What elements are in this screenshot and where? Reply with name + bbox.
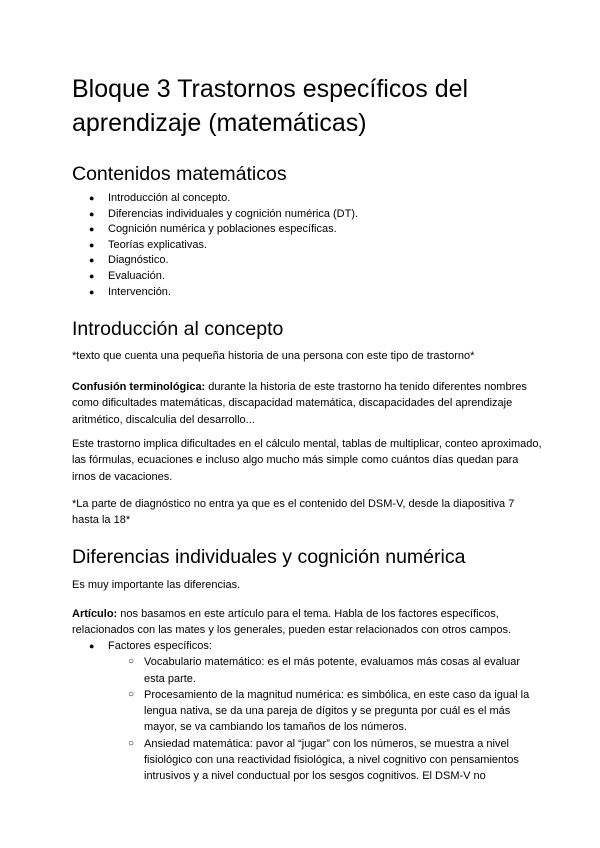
terminology-label: Confusión terminológica: (72, 381, 206, 393)
bullet-icon: ● (89, 193, 95, 203)
article-text: nos basamos en este artículo para el tema. Habla de los factores específicos, relacionados con las mates y los generales, pueden estar relacionados con otros campos. (72, 608, 512, 637)
differences-intro: Es muy importante las diferencias. (72, 579, 241, 591)
list-item: ● Introducción al concepto. (72, 191, 358, 207)
article-paragraph (72, 606, 542, 639)
list-item: ● Teorías explicativas. (72, 238, 358, 254)
article-label: Artículo: (72, 608, 118, 620)
page-title: Bloque 3 Trastornos específicos del aprendizaje (matemáticas) (72, 75, 469, 137)
intro-paragraph: Este trastorno implica dificultades en el cálculo mental, tablas de multiplicar, conteo aproximado, las fórmulas, ecuaciones e incluso algo mucho más simple como cuántos días quedan para irnos de vacaciones. (72, 438, 542, 483)
circle-bullet-icon: ○ (128, 737, 135, 749)
contents-list (72, 191, 358, 300)
bullet-icon: ● (89, 286, 95, 297)
contents-heading: Contenidos matemáticos (72, 163, 287, 185)
terminology-text: durante la historia de este trastorno ha tenido diferentes nombres como dificultades matemáticas, discapacidad matemática, discapacidades del aprendizaje aritmético, discalculia del desarrollo... (72, 381, 527, 426)
differences-heading: Diferencias individuales y cognición numérica (72, 546, 466, 568)
intro-note: *texto que cuenta una pequeña historia de una persona con este tipo de trastorno* (72, 350, 475, 362)
bullet-icon: ● (89, 239, 95, 250)
sub-list (108, 654, 542, 784)
sub-list-item: ○ Procesamiento de la magnitud numérica: es simbólica, en este caso da igual la lengua nativa, se da una pareja de dígitos y se pregunta por cuál es el más mayor, se va cambiando los tamaños de los números. (128, 688, 530, 734)
sub-list-item: ○ Ansiedad matemática: pavor al “jugar” con los números, se muestra a nivel fisiológico con una reactividad fisiológica, a nivel cognitivo con pensamientos intrusivos y a nivel conductual por los sesgos cognitivos. El DSM-V no (128, 737, 519, 783)
circle-bullet-icon: ○ (128, 688, 135, 700)
list-item: ● Factores específicos: ○ Vocabulario matemático: es el más potente, evaluamos más cosas al evaluar esta parte. ○ Procesamiento de la magnitud numérica: es simbólica, en este caso da igual la lengua nativa, se da una pareja de dígitos y se pregunta por cuál es el más mayor, se va cambiando los tamaños de los números. ○ Ansiedad matemática: pavor al “jugar” con los números, se muestra a nivel fisiológico con una reactividad fisiológica, a nivel cognitivo con pensamientos intrusivos y a nivel conductual por los sesgos cognitivos. El DSM-V no (72, 638, 542, 785)
bullet-icon: ● (89, 641, 95, 651)
list-item: ● Intervención. (72, 285, 358, 301)
sub-list-item: ○ Vocabulario matemático: es el más potente, evaluamos más cosas al evaluar esta parte. (128, 656, 521, 685)
intro-heading: Introducción al concepto (72, 318, 284, 340)
bullet-icon: ● (89, 224, 95, 235)
bullet-icon: ● (89, 255, 95, 266)
list-item: ● Cognición numérica y poblaciones específicas. (72, 222, 358, 238)
bullet-icon: ● (89, 270, 95, 281)
list-item: ● Diagnóstico. (72, 253, 358, 269)
circle-bullet-icon: ○ (128, 656, 135, 668)
list-item: ● Evaluación. (72, 269, 358, 285)
diagnosis-footnote: *La parte de diagnóstico no entra ya que es el contenido del DSM-V, desde la diapositiva 7 hasta la 18* (72, 498, 515, 527)
bullet-icon: ● (89, 208, 95, 219)
factors-list (72, 638, 542, 785)
list-item: ● Diferencias individuales y cognición numérica (DT). (72, 207, 358, 223)
terminology-paragraph (72, 379, 542, 428)
